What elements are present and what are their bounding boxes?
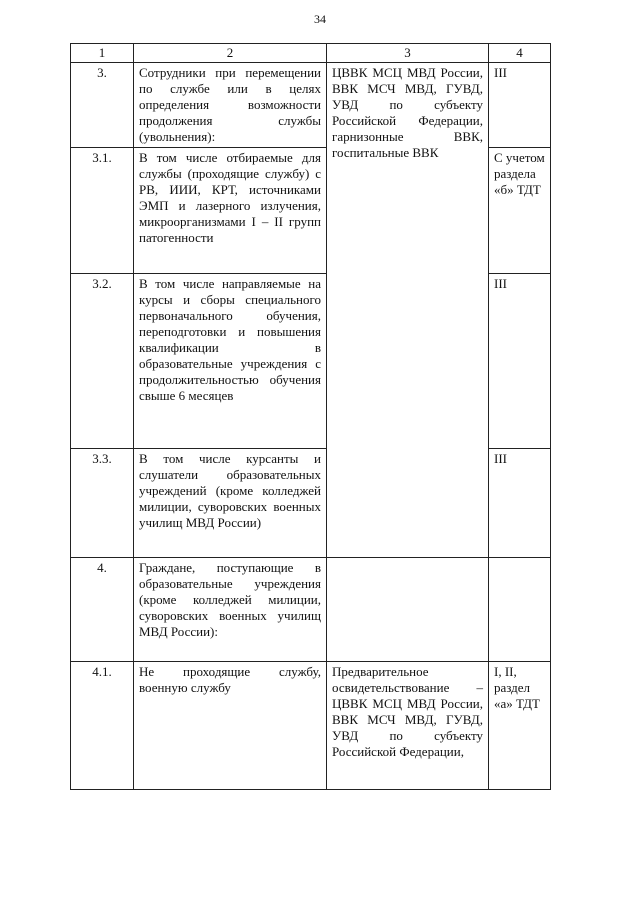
row-category: С учетом раздела «б» ТДТ [489,148,551,274]
commission-cell: ЦВВК МСЦ МВД России, ВВК МСЧ МВД, ГУВД, УВД по субъекту Российской Федерации, гарнизонные ВВК, госпитальные ВВК [327,63,489,558]
row-number: 4.1. [71,662,134,790]
row-number: 3.1. [71,148,134,274]
row-number: 3.3. [71,449,134,558]
table-row [71,63,551,148]
table-row [71,558,551,662]
page-number: 34 [314,12,326,26]
row-category: III [489,63,551,148]
column-header: 2 [134,44,327,63]
row-description: В том числе направляемые на курсы и сборы специального первоначального обучения, переподготовки и повышения квалификации в образовательные учреждения с продолжительностью обучения свыше 6 месяцев [134,274,327,449]
row-number: 3. [71,63,134,148]
commission-cell: Предварительное освидетельствование – ЦВВК МСЦ МВД России, ВВК МСЧ МВД, ГУВД, УВД по субъекту Российской Федерации, [327,662,489,790]
row-number: 4. [71,558,134,662]
row-category [489,558,551,662]
row-description: Сотрудники при перемещении по службе или в целях определения возможности продолжения службы (увольнения): [134,63,327,148]
row-description: В том числе отбираемые для службы (проходящие службу) с РВ, ИИИ, КРТ, источниками ЭМП и лазерного излучения, микроорганизмами I – II групп патогенности [134,148,327,274]
row-description: Не проходящие службу, военную службу [134,662,327,790]
column-header: 1 [71,44,134,63]
medical-commission-table [70,43,551,790]
table-row [71,662,551,790]
column-header: 4 [489,44,551,63]
row-description: В том числе курсанты и слушатели образовательных учреждений (кроме колледжей милиции, суворовских военных училищ МВД России) [134,449,327,558]
commission-cell [327,558,489,662]
row-category: III [489,449,551,558]
row-category: I, II, раздел «а» ТДТ [489,662,551,790]
row-category: III [489,274,551,449]
row-number: 3.2. [71,274,134,449]
column-header: 3 [327,44,489,63]
table-header-row [71,44,551,63]
row-description: Граждане, поступающие в образовательные учреждения (кроме колледжей милиции, суворовских военных училищ МВД России): [134,558,327,662]
